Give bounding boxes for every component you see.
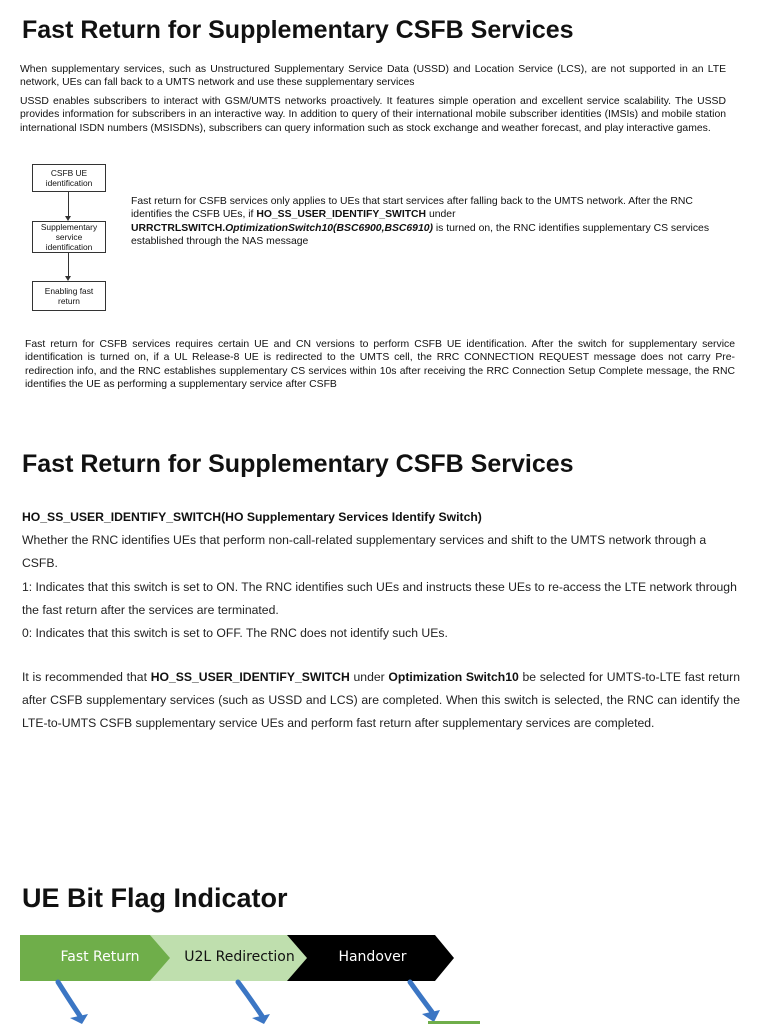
- parameter-off-value: 0: Indicates that this switch is set to OFF. The RNC does not identify such UEs.: [22, 626, 448, 641]
- intro-paragraph: When supplementary services, such as Unstructured Supplementary Service Data (USSD) and Location Service (LCS), are not supported in an LTE network, UEs can fall back to a UMTS network and use these supplementary services: [20, 64, 726, 89]
- curved-arrows: [0, 978, 768, 1024]
- parameter-description: [22, 506, 740, 645]
- version-requirements-paragraph: Fast return for CSFB services requires certain UE and CN versions to perform CSFB UE identification. After the switch for supplementary service identification is turned on, if a UL Release-8 UE is redirected to the UMTS cell, the RRC CONNECTION REQUEST message does not carry Pre-redirection info, and the RNC establishes supplementary CS services within 10s after receiving the RRC Connection Setup Complete message, the RNC identifies the UE as performing a supplementary service after CSFB: [25, 339, 735, 391]
- chevron-label-handover: Handover: [338, 949, 407, 965]
- flow-connector: [68, 253, 69, 276]
- switch-name: HO_SS_USER_IDENTIFY_SWITCH: [150, 670, 350, 684]
- switch-name: HO_SS_USER_IDENTIFY_SWITCH: [256, 209, 427, 221]
- parameter-name: OptimizationSwitch10(BSC6900,BSC6910): [225, 222, 433, 234]
- flow-connector: [68, 192, 69, 216]
- curved-arrow-icon: [410, 982, 432, 1012]
- recommendation-paragraph: It is recommended that HO_SS_USER_IDENTIFY_SWITCH under Optimization Switch10 be selected for UMTS-to-LTE fast return after CSFB supplementary services (such as USSD and LCS) are completed. When this switch is selected, the RNC can identify the LTE-to-UMTS CSFB supplementary service UEs and perform fast return after supplementary services are completed.: [22, 670, 740, 731]
- parameter-name-heading: HO_SS_USER_IDENTIFY_SWITCH(HO Supplementary Services Identify Switch): [22, 510, 482, 524]
- section2-title: Fast Return for Supplementary CSFB Services: [22, 450, 574, 478]
- parameter-on-value: 1: Indicates that this switch is set to ON. The RNC identifies such UEs and instructs these UEs to re-access the LTE network through the fast return after the services are terminated.: [22, 579, 737, 617]
- flow-step-enabling-fast-return: Enabling fast return: [32, 281, 106, 311]
- chevron-label-fast-return: Fast Return: [60, 949, 140, 965]
- chevron-label-u2l-redirection: U2L Redirection: [184, 949, 295, 965]
- ussd-paragraph: USSD enables subscribers to interact with GSM/UMTS networks proactively. It features simple operation and excellent service scalability. The USSD provides information for subscribers in an interactive way. In addition to query of their international mobile subscriber identities (IMSIs) and mobile station international ISDN numbers (MSISDNs), subscribers can query information such as stock exchange and weather forecast, and play interactive games.: [20, 96, 726, 134]
- parameter-name: Optimization Switch10: [388, 670, 519, 684]
- curved-arrow-icon: [238, 982, 262, 1016]
- parameter-meaning: Whether the RNC identifies UEs that perform non-call-related supplementary services and shift to the UMTS network through a CSFB.: [22, 533, 707, 571]
- section3-title: UE Bit Flag Indicator: [22, 883, 288, 913]
- section1-title: Fast Return for Supplementary CSFB Services: [22, 16, 574, 44]
- flow-step-csfb-ue-identification: CSFB UE identification: [32, 164, 106, 192]
- curved-arrow-icon: [58, 982, 80, 1016]
- flow-step-supplementary-service-identification: Supplementary service identification: [32, 221, 106, 253]
- parameter-prefix: URRCTRLSWITCH.: [131, 222, 226, 234]
- flow-description: Fast return for CSFB services only applies to UEs that start services after falling back to the UMTS network. After the RNC identifies the CSFB UEs, if HO_SS_USER_IDENTIFY_SWITCH under URRCTRLSWITCH.OptimizationSwitch10(BSC6900,BSC6910) is turned on, the RNC identifies supplementary CS services established through the NAS message: [131, 196, 710, 248]
